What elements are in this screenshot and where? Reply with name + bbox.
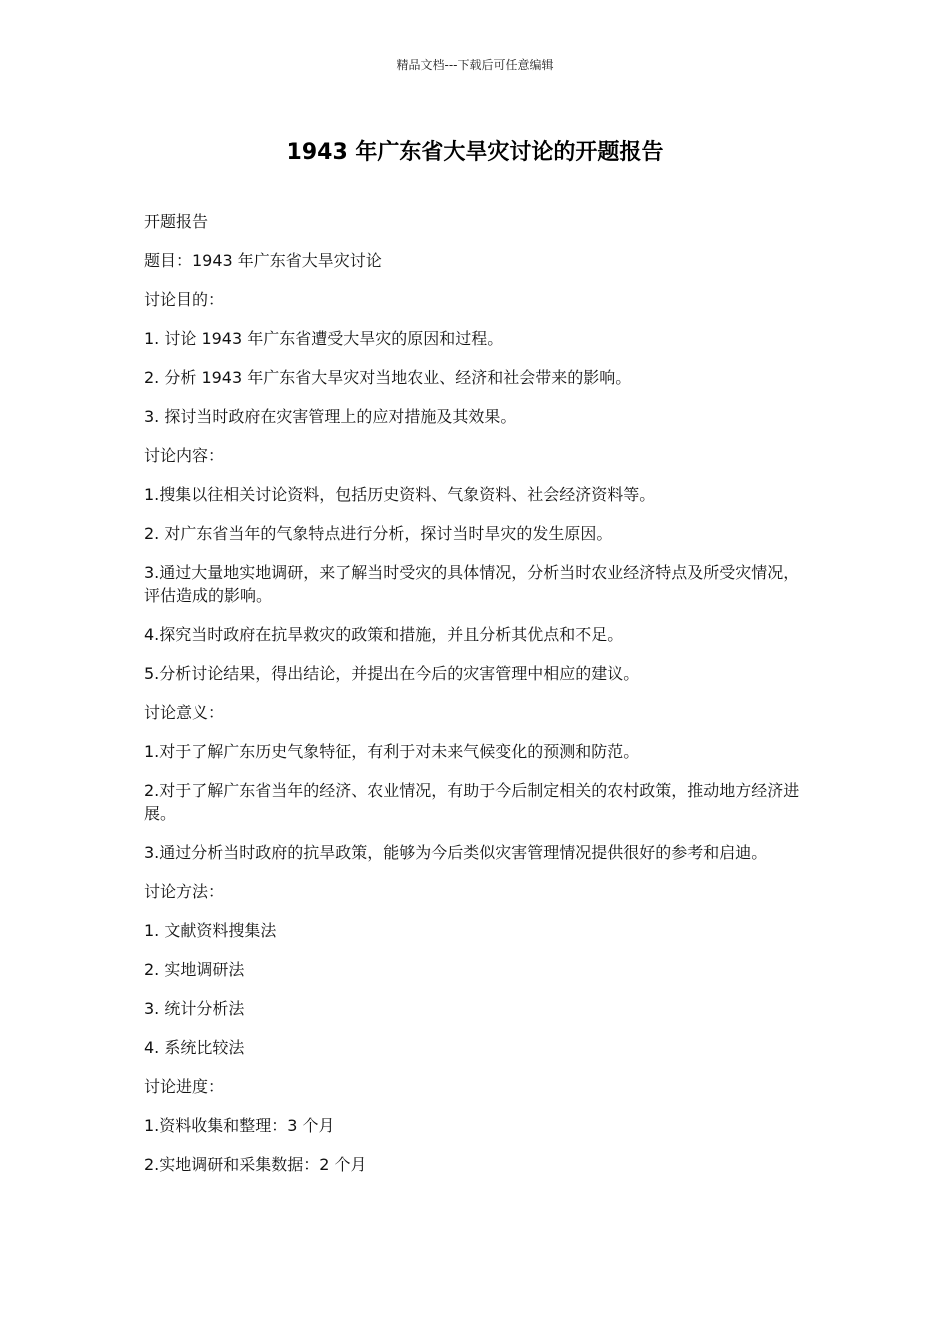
list-item: 3. 统计分析法 [144,999,245,1018]
list-item: 2. 对广东省当年的气象特点进行分析，探讨当时旱灾的发生原因。 [144,524,613,543]
section-heading: 讨论方法： [144,882,225,901]
list-item: 1. 文献资料搜集法 [144,921,277,940]
list-item: 3.通过大量地实地调研，来了解当时受灾的具体情况，分析当时农业经济特点及所受灾情况，评估造成的影响。 [144,563,800,605]
list-item: 5.分析讨论结果，得出结论，并提出在今后的灾害管理中相应的建议。 [144,664,640,683]
list-item: 2.实地调研和采集数据：2 个月 [144,1155,367,1174]
document-body [144,210,800,1192]
list-item: 1. 讨论 1943 年广东省遭受大旱灾的原因和过程。 [144,329,504,348]
list-item: 1.搜集以往相关讨论资料，包括历史资料、气象资料、社会经济资料等。 [144,485,656,504]
paragraph: 开题报告 [144,212,209,231]
list-item: 2.对于了解广东省当年的经济、农业情况，有助于今后制定相关的农村政策，推动地方经济进展。 [144,781,800,823]
list-item: 3.通过分析当时政府的抗旱政策，能够为今后类似灾害管理情况提供很好的参考和启迪。 [144,843,768,862]
section-heading: 讨论意义： [144,703,225,722]
section-heading: 讨论目的： [144,290,225,309]
list-item: 4.探究当时政府在抗旱救灾的政策和措施，并且分析其优点和不足。 [144,625,624,644]
list-item: 2. 实地调研法 [144,960,245,979]
paragraph: 题目：1943 年广东省大旱灾讨论 [144,251,382,270]
header-note: 精品文档---下载后可任意编辑 [396,58,554,72]
list-item: 1.资料收集和整理：3 个月 [144,1116,335,1135]
document-title: 1943 年广东省大旱灾讨论的开题报告 [286,140,664,165]
list-item: 4. 系统比较法 [144,1038,245,1057]
list-item: 3. 探讨当时政府在灾害管理上的应对措施及其效果。 [144,407,517,426]
list-item: 2. 分析 1943 年广东省大旱灾对当地农业、经济和社会带来的影响。 [144,368,632,387]
list-item: 1.对于了解广东历史气象特征，有利于对未来气候变化的预测和防范。 [144,742,640,761]
section-heading: 讨论内容： [144,446,225,465]
section-heading: 讨论进度： [144,1077,225,1096]
